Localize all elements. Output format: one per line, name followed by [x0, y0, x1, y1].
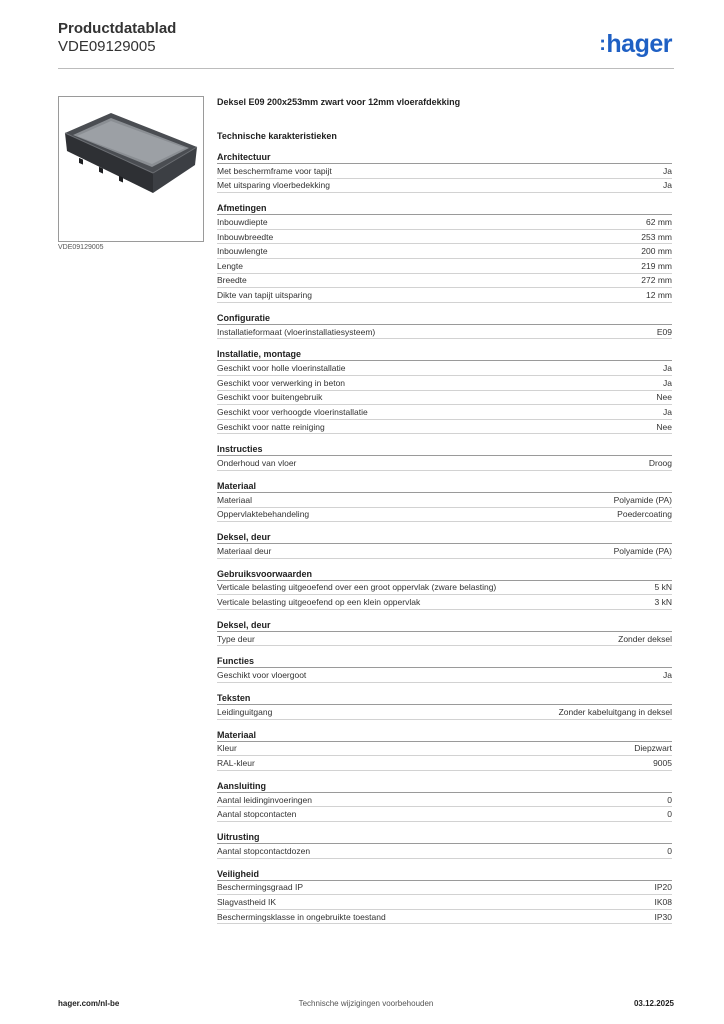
spec-value: Zonder kabeluitgang in deksel: [558, 706, 672, 717]
spec-section: [217, 780, 672, 822]
spec-label: Aantal stopcontactdozen: [217, 845, 311, 856]
spec-value: 9005: [653, 758, 672, 769]
spec-row: [217, 179, 672, 194]
section-title: Configuratie: [217, 312, 672, 325]
spec-section: [217, 692, 672, 720]
product-image: [58, 96, 204, 242]
spec-row: [217, 632, 672, 647]
spec-row: [217, 456, 672, 471]
spec-row: [217, 581, 672, 596]
spec-section: [217, 202, 672, 303]
spec-value: 62 mm: [646, 216, 672, 227]
spec-row: [217, 881, 672, 896]
spec-section: [217, 348, 672, 434]
section-title: Installatie, montage: [217, 348, 672, 361]
spec-row: [217, 742, 672, 757]
spec-value: 200 mm: [641, 246, 672, 257]
spec-value: 0: [667, 845, 672, 856]
spec-row: [217, 807, 672, 822]
spec-value: Nee: [656, 392, 672, 403]
spec-row: [217, 164, 672, 179]
section-title: Deksel, deur: [217, 619, 672, 632]
spec-section: [217, 619, 672, 647]
spec-row: [217, 793, 672, 808]
section-title: Veiligheid: [217, 868, 672, 881]
spec-label: Met uitsparing vloerbedekking: [217, 180, 330, 191]
spec-row: [217, 668, 672, 683]
spec-value: IP30: [654, 911, 672, 922]
spec-row: [217, 244, 672, 259]
spec-value: IP20: [654, 882, 672, 893]
spec-label: Breedte: [217, 275, 247, 286]
spec-section: [217, 312, 672, 340]
section-title: Aansluiting: [217, 780, 672, 793]
spec-label: Dikte van tapijt uitsparing: [217, 289, 312, 300]
spec-row: [217, 259, 672, 274]
spec-section: [217, 831, 672, 859]
spec-label: Met beschermframe voor tapijt: [217, 165, 332, 176]
spec-row: [217, 230, 672, 245]
spec-label: Oppervlaktebehandeling: [217, 509, 310, 520]
spec-section: [217, 480, 672, 522]
spec-value: 12 mm: [646, 289, 672, 300]
section-title: Afmetingen: [217, 202, 672, 215]
spec-label: Inbouwlengte: [217, 246, 268, 257]
spec-value: Ja: [663, 165, 672, 176]
section-title: Materiaal: [217, 729, 672, 742]
footer-website[interactable]: hager.com/nl-be: [58, 999, 120, 1008]
spec-value: E09: [656, 326, 672, 337]
spec-row: [217, 705, 672, 720]
spec-row: [217, 274, 672, 289]
tech-characteristics-title: Technische karakteristieken: [217, 131, 337, 141]
spec-label: Inbouwbreedte: [217, 231, 274, 242]
product-code: VDE09129005: [58, 38, 156, 55]
spec-sections: [217, 151, 672, 924]
logo-dots: :: [599, 33, 606, 55]
image-caption: VDE09129005: [58, 244, 104, 251]
spec-value: 272 mm: [641, 275, 672, 286]
section-title: Gebruiksvoorwaarden: [217, 568, 672, 581]
spec-row: [217, 405, 672, 420]
spec-section: [217, 531, 672, 559]
floor-box-cover-image: [59, 97, 203, 241]
spec-value: 0: [667, 809, 672, 820]
spec-section: [217, 868, 672, 925]
spec-value: IK08: [654, 897, 672, 908]
footer-disclaimer: Technische wijzigingen voorbehouden: [298, 999, 434, 1008]
spec-label: RAL-kleur: [217, 758, 255, 769]
spec-value: Polyamide (PA): [613, 545, 672, 556]
spec-row: [217, 288, 672, 303]
spec-value: 3 kN: [654, 597, 672, 608]
footer-date: 03.12.2025: [633, 999, 674, 1008]
spec-label: Geschikt voor verhoogde vloerinstallatie: [217, 406, 368, 417]
spec-label: Geschikt voor holle vloerinstallatie: [217, 363, 346, 374]
spec-row: [217, 215, 672, 230]
spec-row: [217, 325, 672, 340]
spec-value: Ja: [663, 406, 672, 417]
spec-label: Installatieformaat (vloerinstallatiesysteem): [217, 326, 376, 337]
spec-label: Aantal leidinginvoeringen: [217, 794, 312, 805]
spec-row: [217, 595, 672, 610]
spec-value: Ja: [663, 180, 672, 191]
section-title: Materiaal: [217, 480, 672, 493]
spec-section: [217, 151, 672, 193]
spec-value: Zonder deksel: [618, 633, 672, 644]
spec-value: Ja: [663, 363, 672, 374]
spec-label: Verticale belasting uitgeoefend over een groot oppervlak (zware belasting): [217, 582, 497, 593]
spec-label: Kleur: [217, 743, 237, 754]
section-title: Instructies: [217, 443, 672, 456]
spec-label: Geschikt voor natte reiniging: [217, 421, 325, 432]
spec-label: Beschermingsgraad IP: [217, 882, 303, 893]
spec-label: Materiaal: [217, 494, 252, 505]
spec-label: Inbouwdiepte: [217, 216, 268, 227]
spec-section: [217, 443, 672, 471]
spec-label: Aantal stopcontacten: [217, 809, 297, 820]
spec-label: Beschermingsklasse in ongebruikte toestand: [217, 911, 386, 922]
spec-row: [217, 756, 672, 771]
spec-label: Geschikt voor verwerking in beton: [217, 377, 346, 388]
spec-row: [217, 391, 672, 406]
spec-value: 0: [667, 794, 672, 805]
spec-label: Type deur: [217, 633, 255, 644]
section-title: Uitrusting: [217, 831, 672, 844]
spec-label: Verticale belasting uitgeoefend op een klein oppervlak: [217, 597, 421, 608]
spec-value: Diepzwart: [634, 743, 672, 754]
page-header: [58, 20, 674, 68]
spec-label: Slagvastheid IK: [217, 897, 277, 908]
logo-text: hager: [606, 30, 672, 58]
spec-value: 5 kN: [654, 582, 672, 593]
spec-value: Droog: [648, 458, 672, 469]
section-title: Functies: [217, 655, 672, 668]
spec-label: Materiaal deur: [217, 545, 272, 556]
spec-row: [217, 895, 672, 910]
spec-value: Nee: [656, 421, 672, 432]
spec-section: [217, 729, 672, 771]
spec-value: Poedercoating: [617, 509, 672, 520]
spec-label: Geschikt voor vloergoot: [217, 670, 307, 681]
spec-label: Onderhoud van vloer: [217, 458, 297, 469]
spec-row: [217, 910, 672, 925]
spec-value: 253 mm: [641, 231, 672, 242]
spec-content: [217, 96, 672, 933]
spec-row: [217, 508, 672, 523]
spec-value: Ja: [663, 377, 672, 388]
spec-row: [217, 844, 672, 859]
spec-row: [217, 493, 672, 508]
spec-label: Lengte: [217, 260, 243, 271]
spec-row: [217, 544, 672, 559]
product-description: Deksel E09 200x253mm zwart voor 12mm vloerafdekking: [217, 97, 461, 107]
section-title: Deksel, deur: [217, 531, 672, 544]
spec-value: Polyamide (PA): [613, 494, 672, 505]
spec-label: Geschikt voor buitengebruik: [217, 392, 323, 403]
spec-section: [217, 655, 672, 683]
section-title: Architectuur: [217, 151, 672, 164]
spec-value: 219 mm: [641, 260, 672, 271]
hager-logo: [599, 30, 672, 59]
page-footer: [58, 999, 674, 1011]
spec-value: Ja: [663, 670, 672, 681]
spec-row: [217, 361, 672, 376]
header-divider: [58, 68, 674, 69]
spec-label: Leidinguitgang: [217, 706, 273, 717]
section-title: Teksten: [217, 692, 672, 705]
page-title: Productdatablad: [58, 20, 177, 37]
spec-row: [217, 420, 672, 435]
spec-row: [217, 376, 672, 391]
spec-section: [217, 568, 672, 610]
